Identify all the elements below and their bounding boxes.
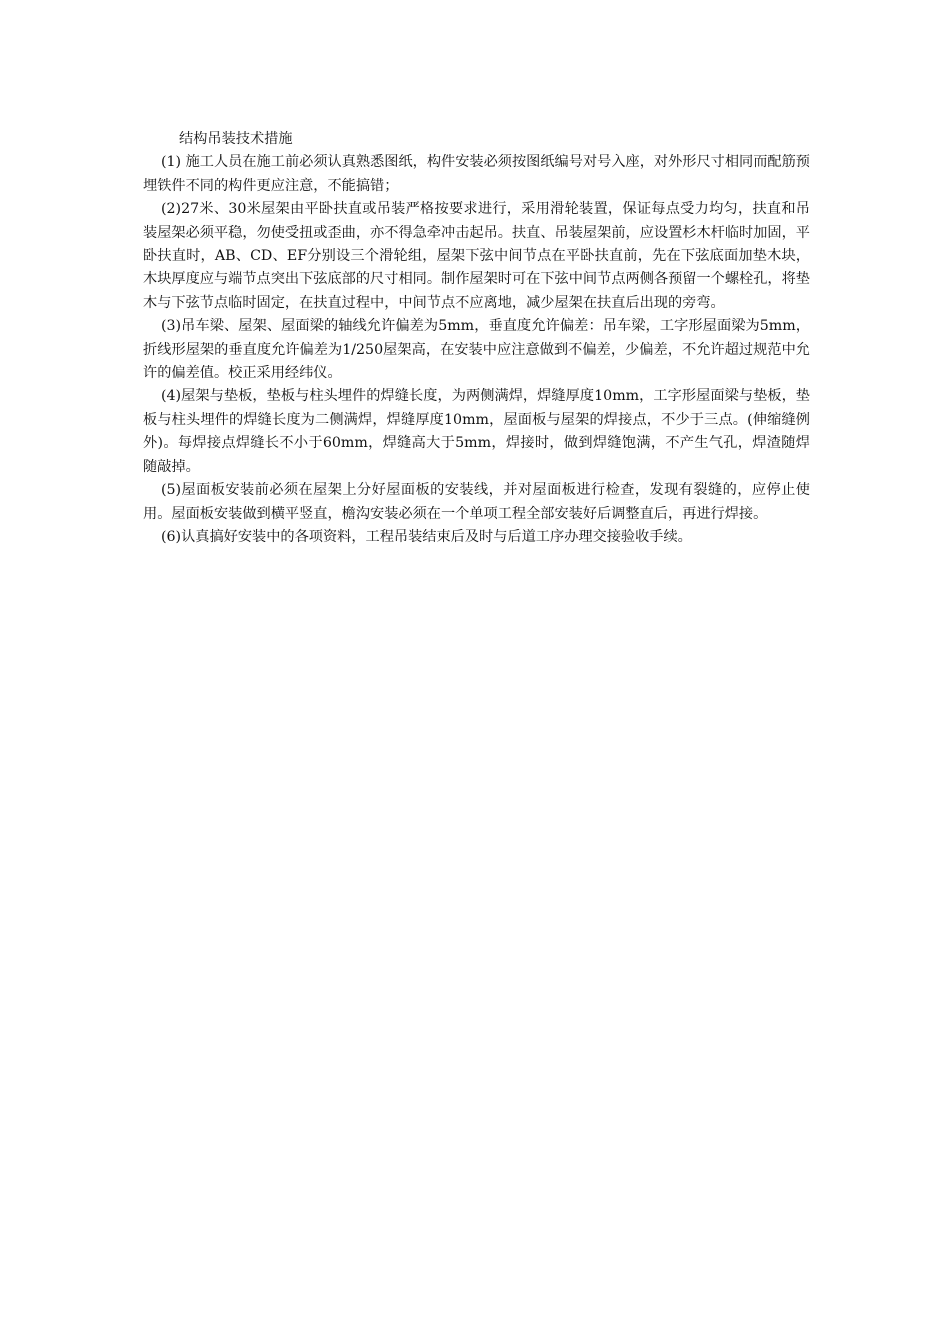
paragraph-5: (5)屋面板安装前必须在屋架上分好屋面板的安装线，并对屋面板进行检查，发现有裂缝的，应停止使用。屋面板安装做到横平竖直，檐沟安装必须在一个单项工程全部安装好后调整直后，再进行焊接。: [143, 482, 810, 522]
paragraph-2: (2)27米、30米屋架由平卧扶直或吊装严格按要求进行，采用滑轮装置，保证每点受力均匀，扶直和吊装屋架必须平稳，勿使受扭或歪曲，亦不得急牵冲击起吊。扶直、吊装屋架前，应设置杉木杆临时加固，平卧扶直时，AB、CD、EF分别设三个滑轮组，屋架下弦中间节点在平卧扶直前，先在下弦底面加垫木块，木块厚度应与端节点突出下弦底部的尺寸相同。制作屋架时可在下弦中间节点两侧各预留一个螺栓孔，将垫木与下弦节点临时固定，在扶直过程中，中间节点不应离地，减少屋架在扶直后出现的旁弯。: [143, 201, 810, 311]
paragraph-6: (6)认真搞好安装中的各项资料，工程吊装结束后及时与后道工序办理交接验收手续。: [161, 528, 692, 545]
document-title: 结构吊装技术措施: [179, 131, 293, 147]
paragraph-4: (4)屋架与垫板，垫板与柱头埋件的焊缝长度，为两侧满焊，焊缝厚度10mm，工字形屋面梁与垫板，垫板与柱头埋件的焊缝长度为二侧满焊，焊缝厚度10mm，屋面板与屋架的焊接点，不少于三点。(伸缩缝例外)。每焊接点焊缝长不小于60mm，焊缝高大于5mm，焊接时，做到焊缝饱满，不产生气孔，焊渣随焊随敲掉。: [143, 388, 810, 475]
document-body: [143, 128, 810, 549]
paragraph-3: (3)吊车梁、屋架、屋面梁的轴线允许偏差为5mm，垂直度允许偏差：吊车梁，工字形屋面梁为5mm，折线形屋架的垂直度允许偏差为1/250屋架高，在安装中应注意做到不偏差，少偏差，不允许超过规范中允许的偏差值。校正采用经纬仪。: [143, 318, 810, 382]
paragraph-1: (1) 施工人员在施工前必须认真熟悉图纸，构件安装必须按图纸编号对号入座，对外形尺寸相同而配筋预埋铁件不同的构件更应注意，不能搞错；: [143, 154, 810, 194]
